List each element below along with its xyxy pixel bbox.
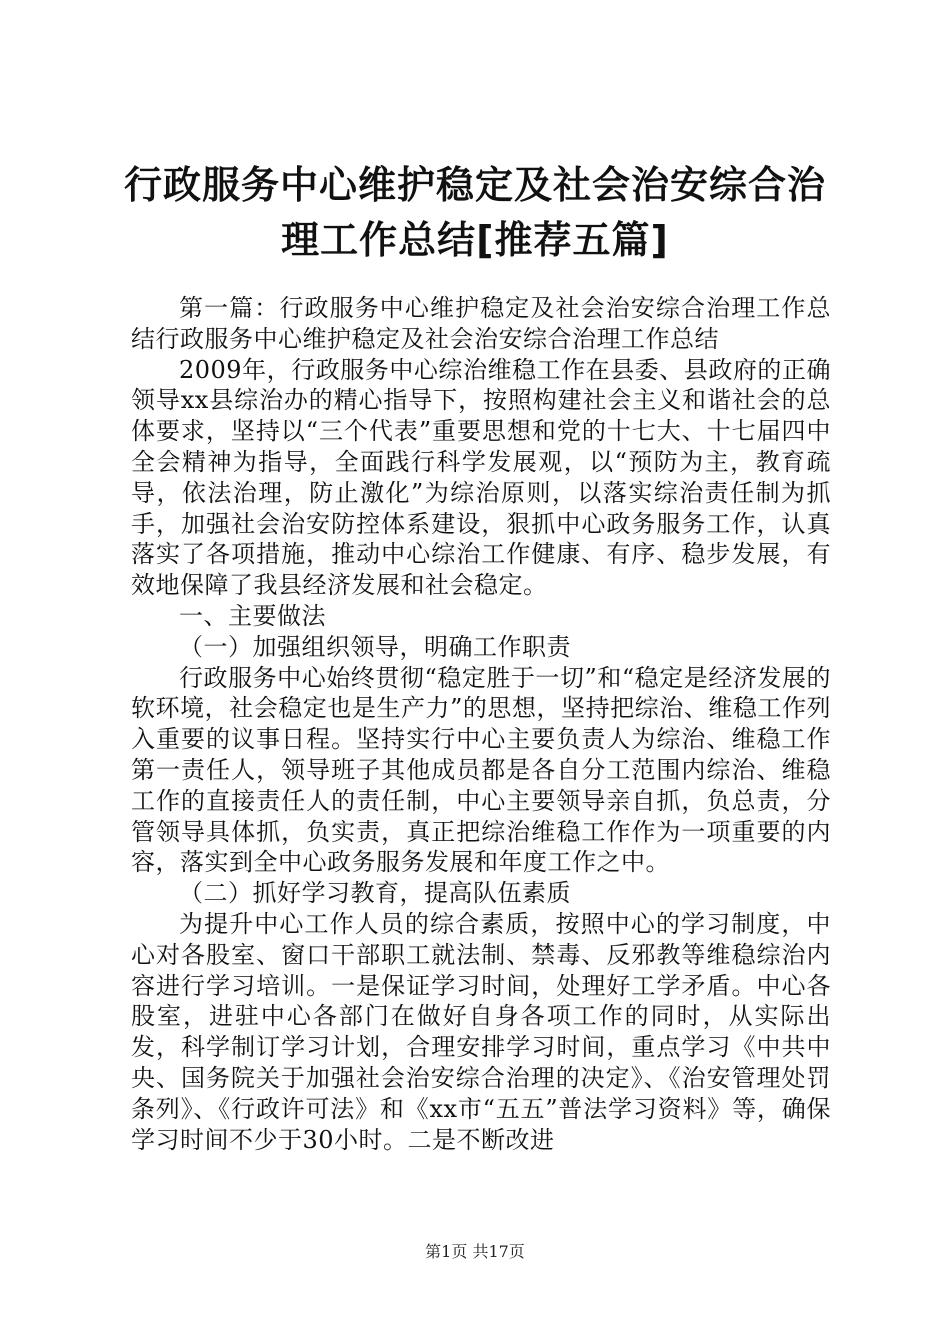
document-body	[131, 293, 831, 1155]
paragraph: 行政服务中心始终贯彻“稳定胜于一切”和“稳定是经济发展的软环境，社会稳定也是生产力”的思想，坚持把综治、维稳工作列入重要的议事日程。坚持实行中心主要负责人为综治、维稳工作第一责任人，领导班子其他成员都是各自分工范围内综治、维稳工作的直接责任人的责任制，中心主要领导亲自抓，负总责，分管领导具体抓，负实责，真正把综治维稳工作作为一项重要的内容，落实到全中心政务服务发展和年度工作之中。	[131, 663, 831, 877]
subsection-heading: （二）抓好学习教育，提高队伍素质	[179, 879, 571, 908]
section-heading: 一、主要做法	[179, 601, 326, 630]
paragraph: 为提升中心工作人员的综合素质，按照中心的学习制度，中心对各股室、窗口干部职工就法制、禁毒、反邪教等维稳综治内容进行学习培训。一是保证学习时间，处理好工学矛盾。中心各股室，进驻中心各部门在做好自身各项工作的同时，从实际出发，科学制订学习计划，合理安排学习时间，重点学习《中共中央、国务院关于加强社会治安综合治理的决定》、《治安管理处罚条列》、《行政许可法》和《xx市“五五”普法学习资料》等，确保学习时间不少于30小时。二是不断改进	[131, 909, 831, 1154]
paragraph: 2009年，行政服务中心综治维稳工作在县委、县政府的正确领导xx县综治办的精心指导下，按照构建社会主义和谐社会的总体要求，坚持以“三个代表”重要思想和党的十七大、十七届四中全会精神为指导，全面践行科学发展观，以“预防为主，教育疏导，依法治理，防止激化”为综治原则，以落实综治责任制为抓手，加强社会治安防控体系建设，狠抓中心政务服务工作，认真落实了各项措施，推动中心综治工作健康、有序、稳步发展，有效地保障了我县经济发展和社会稳定。	[131, 355, 831, 600]
subsection-heading: （一）加强组织领导，明确工作职责	[179, 632, 571, 661]
document-title: 行政服务中心维护稳定及社会治安综合治理工作总结[推荐五篇]	[123, 163, 826, 262]
paragraph: 第一篇：行政服务中心维护稳定及社会治安综合治理工作总结行政服务中心维护稳定及社会治安综合治理工作总结	[131, 294, 831, 353]
page-number-footer: 第1页 共17页	[425, 1242, 525, 1261]
